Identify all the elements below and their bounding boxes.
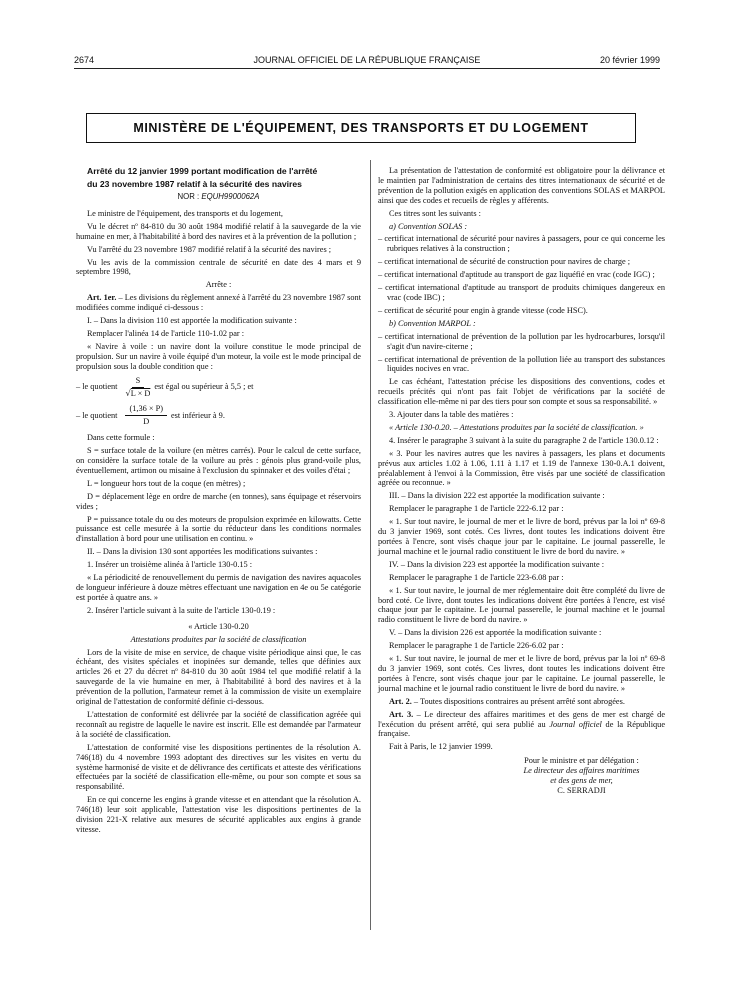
article-heading: « Article 130-0.20	[188, 621, 249, 631]
list-item: – certificat international de sécurité pour navires à passagers, pour ce qui concerne les rubriques relatives à la construction ;	[378, 234, 665, 254]
paragraph: Remplacer l'alinéa 14 de l'article 110-1.02 par :	[87, 328, 245, 338]
fraction	[125, 404, 167, 427]
page-header	[74, 55, 660, 69]
paragraph: Vu le décret nº 84-810 du 30 août 1984 modifié relatif à la sauvegarde de la vie humaine en mer, à l'habitabilité à bord des navires et à la prévention de la pollution ;	[76, 221, 361, 241]
signature-line: et des gens de mer,	[550, 776, 613, 786]
paragraph: Remplacer le paragraphe 1 de l'article 226-6.02 par :	[389, 641, 564, 651]
paragraph: L = longueur hors tout de la coque (en mètres) ;	[87, 478, 246, 488]
paragraph: Vu les avis de la commission centrale de sécurité en date des 4 mars et 9 septembre 1998,	[76, 257, 361, 277]
paragraph: P = puissance totale du ou des moteurs de propulsion exprimée en kilowatts. Cette puissance est celle mesurée à la sortie du réducteur dans les conditions normales d'installation à bord pour une utilisation en continu. »	[76, 514, 361, 544]
article-text: – Toutes dispositions contraires au présent arrêté sont abrogées.	[411, 696, 625, 706]
paragraph: II. – Dans la division 130 sont apportées les modifications suivantes :	[87, 547, 318, 557]
fraction-denominator: D	[143, 417, 150, 427]
signature-line: Le directeur des affaires maritimes	[523, 766, 640, 776]
arrete-title-line2: du 23 novembre 1987 relatif à la sécurité des navires	[87, 179, 302, 189]
paragraph: I. – Dans la division 110 est apportée la modification suivante :	[87, 316, 297, 326]
list-item: – certificat international de sécurité de construction pour navires de charge ;	[378, 257, 631, 267]
paragraph: V. – Dans la division 226 est apportée la modification suivante :	[389, 628, 602, 638]
subheading-marpol: b) Convention MARPOL :	[389, 318, 476, 328]
left-column	[76, 166, 361, 838]
paragraph: Remplacer le paragraphe 1 de l'article 222-6.12 par :	[389, 504, 564, 514]
article-label: Art. 2.	[389, 696, 412, 706]
article-label: Art. 3.	[389, 709, 414, 719]
article-2	[378, 697, 665, 707]
column-separator	[370, 160, 371, 930]
sqrt-radicand: L × D	[130, 388, 151, 398]
page-number: 2674	[74, 55, 95, 65]
paragraph: Le cas échéant, l'attestation précise les dispositions des conventions, codes et recueils précités qui n'ont pas fait l'objet de vérifications par la société de classification elle-même ni par des tiers pour son compte et sous sa responsabilité. »	[378, 377, 665, 407]
fraction-denominator	[125, 388, 150, 399]
signatory-name: C. SERRADJI	[557, 785, 606, 795]
done-at: Fait à Paris, le 12 janvier 1999.	[389, 742, 493, 752]
paragraph: « Article 130-0.20. – Attestations produites par la société de classification. »	[389, 422, 644, 432]
arrete-word: Arrête :	[205, 280, 232, 290]
fraction-numerator: S	[132, 376, 145, 388]
ministry-banner	[86, 113, 636, 143]
article-3	[378, 710, 665, 740]
paragraph: D = déplacement lège en ordre de marche (en tonnes), sans équipage et réservoirs vides ;	[76, 491, 361, 511]
paragraph: Remplacer le paragraphe 1 de l'article 223-6.08 par :	[389, 572, 564, 582]
journal-title: JOURNAL OFFICIEL DE LA RÉPUBLIQUE FRANÇAISE	[253, 55, 481, 65]
paragraph: « La périodicité de renouvellement du permis de navigation des navires aquacoles de longueur inférieure à douze mètres effectuant une navigation en 4e ou 5e catégorie est portée à quatre ans. »	[76, 573, 361, 602]
list-item: – certificat international d'aptitude au transport de produits chimiques dangereux en vrac (code IBC) ;	[378, 283, 665, 302]
paragraph: Dans cette formule :	[87, 433, 155, 443]
article-text: de la République française.	[378, 719, 665, 739]
formula-power	[76, 404, 361, 427]
signature-line: Pour le ministre et par délégation :	[524, 756, 639, 766]
list-item: – certificat de sécurité pour engin à grande vitesse (code HSC).	[378, 305, 588, 315]
paragraph: Vu l'arrêté du 23 novembre 1987 modifié relatif à la sécurité des navires ;	[87, 244, 332, 254]
paragraph: En ce qui concerne les engins à grande vitesse et en attendant que la résolution A. 746(18) leur soit applicable, l'attestation vise les dispositions pertinentes de la division 221-X relative aux mesures de sécurité applicables aux engins à grande vitesse.	[76, 795, 361, 834]
article-subtitle: Attestations produites par la société de classification	[130, 634, 307, 644]
fraction	[125, 376, 150, 399]
paragraph: S = surface totale de la voilure (en mètres carrés). Pour le calcul de cette surface, on considère la surface totale de la voilure au près : génois plus grand-voile plus, éventuellement, artimon ou misaine à l'exclusion du spinnaker et des voiles d'étai ;	[76, 446, 361, 475]
article-label: Art. 1er.	[87, 293, 117, 303]
paragraph: La présentation de l'attestation de conformité est obligatoire pour la délivrance et le maintien par l'administration de certains des titres internationaux de sécurité et de prévention de la pollution exigés en application des conventions SOLAS et MARPOL ainsi que des codes et recueils de règles y afférents.	[378, 166, 665, 205]
paragraph: Lors de la visite de mise en service, de chaque visite périodique ainsi que, le cas échéant, des visites spéciales et inopinées sur demande, telles que définies aux articles 26 et 27 du décret nº 84-810 du 30 août 1984 tel que modifié relatif à la sauvegarde de la vie humaine en mer, à l'habitabilité à bord des navires et à la prévention de la pollution, l'armateur remet à la commission de visite un exemplaire original de l'attestation de conformité définie ci-dessous.	[76, 647, 361, 707]
nor-reference	[76, 192, 361, 202]
list-item: – certificat international d'aptitude au transport de gaz liquéfié en vrac (code IGC) ;	[378, 270, 655, 280]
ministry-title: MINISTÈRE DE L'ÉQUIPEMENT, DES TRANSPORTS ET DU LOGEMENT	[133, 121, 589, 135]
signature-block	[378, 756, 665, 796]
paragraph: Ces titres sont les suivants :	[389, 208, 481, 218]
article-text: – Les divisions du règlement annexé à l'arrêté du 23 novembre 1987 sont modifiées comme indiqué ci-dessous :	[76, 293, 361, 313]
paragraph: 4. Insérer le paragraphe 3 suivant à la suite du paragraphe 2 de l'article 130.0.12 :	[389, 435, 659, 445]
paragraph: 2. Insérer l'article suivant à la suite de l'article 130-0.19 :	[87, 605, 276, 615]
list-item: – certificat international de prévention de la pollution liée au transport des substances liquides nocives en vrac.	[378, 354, 665, 374]
formula-suffix: est égal ou supérieur à 5,5 ; et	[154, 382, 254, 392]
article-text: – Le directeur des affaires maritimes et des gens de mer est chargé de l'exécution du présent arrêté, qui sera publié au	[378, 709, 665, 729]
journal-officiel-ref: Journal officiel	[549, 719, 602, 729]
header-rule	[74, 68, 660, 69]
paragraph: L'attestation de conformité est délivrée par la société de classification agréée qui reconnaît au registre de laquelle le navire est inscrit. Elle est demandée par l'armateur à la société de classification.	[76, 709, 361, 739]
formula-prefix: – le quotient	[76, 382, 118, 392]
paragraph: « Navire à voile : un navire dont la voilure constitue le mode principal de propulsion. Sur un navire à voile équipé d'un moteur, la voile est le mode principal de propulsion sous la double condition que :	[76, 341, 361, 371]
paragraph: 3. Ajouter dans la table des matières :	[389, 410, 514, 420]
paragraph: 1. Insérer un troisième alinéa à l'article 130-0.15 :	[87, 560, 253, 570]
subheading-solas: a) Convention SOLAS :	[389, 221, 468, 231]
paragraph: « 3. Pour les navires autres que les navires à passagers, les plans et documents prévus aux articles 1.02 à 1.06, 1.11 à 1.17 et 1.19 de l'annexe 130-0.A.1 doivent, préalablement à l'envoi à la Commission, être visés par une société de classification agréée ou reconnue. »	[378, 448, 665, 488]
paragraph: III. – Dans la division 222 est apportée la modification suivante :	[389, 491, 605, 501]
paragraph: IV. – Dans la division 223 est apportée la modification suivante :	[389, 559, 605, 569]
article-1	[76, 293, 361, 313]
formula-sail-area	[76, 376, 361, 399]
paragraph: Le ministre de l'équipement, des transports et du logement,	[87, 208, 283, 218]
paragraph: « 1. Sur tout navire, le journal de mer réglementaire doit être complété du livre de bord coté. Ce livre, dont toutes les indications doivent être portées à l'encre, est visé chaque jour par le capitaine. Le journal passerelle, le journal machine et le journal radio constituent le livre de bord du navire. »	[378, 585, 665, 625]
issue-date: 20 février 1999	[599, 55, 660, 65]
arrete-title-line1: Arrêté du 12 janvier 1999 portant modification de l'arrêté	[87, 166, 318, 176]
list-item: – certificat international de prévention de la pollution par les hydrocarbures, lorsqu'il s'agit d'un navire-citerne ;	[378, 331, 665, 351]
paragraph: L'attestation de conformité vise les dispositions pertinentes de la résolution A. 746(18) du 4 novembre 1993 adoptant des directives sur les visites en vertu du système harmonisé de visite et de délivrance des certificats et atteste des vérifications effectuées par la société de classification elle-même, ou pour son compte et sous sa responsabilité.	[76, 742, 361, 792]
formula-prefix: – le quotient	[76, 410, 118, 420]
formula-suffix: est inférieur à 9.	[170, 410, 225, 420]
paragraph: « 1. Sur tout navire, le journal de mer et le livre de bord, prévus par la loi nº 69-8 du 3 janvier 1969, sont cotés. Ces livres, dont toutes les indications doivent être portées à l'encre, sont visés chaque jour par le capitaine. Le journal passerelle, le journal machine et le journal radio constituent le livre de bord du navire. »	[378, 654, 665, 693]
nor-code: EQUH9900062A	[201, 192, 260, 201]
sqrt-symbol: √	[125, 387, 131, 398]
nor-label: NOR :	[177, 192, 200, 201]
right-column	[378, 166, 665, 796]
paragraph: « 1. Sur tout navire, le journal de mer et le livre de bord, prévus par la loi nº 69-8 du 3 janvier 1969, sont cotés. Ces livres, dont toutes les indications doivent être portées à l'encre, sont visés chaque jour par le capitaine. Le journal passerelle, le journal machine et le journal radio constituent le livre de bord du navire. »	[378, 517, 665, 556]
fraction-numerator: (1,36 × P)	[125, 404, 167, 416]
